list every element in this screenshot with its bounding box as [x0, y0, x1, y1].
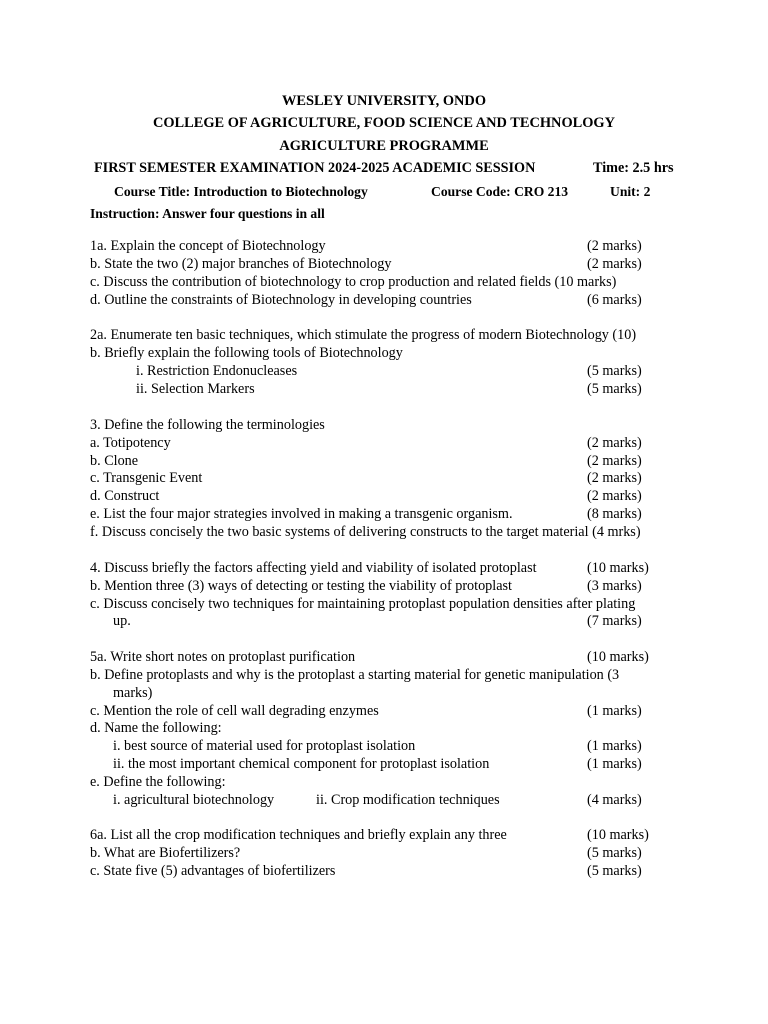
course-code: Course Code: CRO 213	[431, 184, 569, 199]
college-name: COLLEGE OF AGRICULTURE, FOOD SCIENCE AND TECHNOLOGY	[152, 115, 616, 131]
q5a-marks: (10 marks)	[587, 649, 649, 665]
q3a-text: a. Totipotency	[90, 435, 171, 451]
q6c-text: c. State five (5) advantages of biofertilizers	[90, 863, 336, 879]
q1a-marks: (2 marks)	[587, 238, 642, 254]
q6b-text: b. What are Biofertilizers?	[90, 845, 241, 861]
q3d-marks: (2 marks)	[587, 488, 642, 504]
q3c-text: c. Transgenic Event	[90, 470, 203, 486]
q1d-marks: (6 marks)	[587, 292, 642, 308]
q6a-text: 6a. List all the crop modification techniques and briefly explain any three	[90, 827, 507, 843]
q4c-marks: (7 marks)	[587, 613, 642, 629]
q2b-i-text: i. Restriction Endonucleases	[136, 363, 298, 379]
exam-title: FIRST SEMESTER EXAMINATION 2024-2025 ACADEMIC SESSION	[94, 160, 536, 176]
q5d-ii-text: ii. the most important chemical component for protoplast isolation	[113, 756, 490, 772]
q2b-ii-text: ii. Selection Markers	[136, 381, 255, 397]
q5e-ii-text: ii. Crop modification techniques	[316, 792, 500, 808]
q6a-marks: (10 marks)	[587, 827, 649, 843]
q4b-text: b. Mention three (3) ways of detecting or testing the viability of protoplast	[90, 578, 512, 594]
programme-name: AGRICULTURE PROGRAMME	[279, 138, 489, 154]
q5d-ii-marks: (1 marks)	[587, 756, 642, 772]
q4c-continuation: up.	[113, 613, 131, 629]
q4c-text: c. Discuss concisely two techniques for maintaining protoplast population densities after plating	[90, 596, 636, 612]
q6c-marks: (5 marks)	[587, 863, 642, 879]
q1d-text: d. Outline the constraints of Biotechnology in developing countries	[90, 292, 472, 308]
q5d-text: d. Name the following:	[90, 720, 222, 736]
course-title: Course Title: Introduction to Biotechnology	[114, 184, 368, 199]
q4b-marks: (3 marks)	[587, 578, 642, 594]
q5e-marks: (4 marks)	[587, 792, 642, 808]
course-unit: Unit: 2	[610, 184, 651, 199]
q6b-marks: (5 marks)	[587, 845, 642, 861]
q3a-marks: (2 marks)	[587, 435, 642, 451]
q3-intro: 3. Define the following the terminologies	[90, 417, 325, 433]
q3e-text: e. List the four major strategies involved in making a transgenic organism.	[90, 506, 513, 522]
q5d-i-marks: (1 marks)	[587, 738, 642, 754]
q1b-text: b. State the two (2) major branches of Biotechnology	[90, 256, 392, 272]
q3b-text: b. Clone	[90, 453, 139, 469]
q5d-i-text: i. best source of material used for protoplast isolation	[113, 738, 416, 754]
q4a-text: 4. Discuss briefly the factors affecting yield and viability of isolated protoplast	[90, 560, 537, 576]
q3f-text: f. Discuss concisely the two basic systems of delivering constructs to the target material (4 mrks)	[90, 524, 641, 540]
q2b-i-marks: (5 marks)	[587, 363, 642, 379]
q5c-text: c. Mention the role of cell wall degrading enzymes	[90, 703, 379, 719]
q3d-text: d. Construct	[90, 488, 160, 504]
q5c-marks: (1 marks)	[587, 703, 642, 719]
q1b-marks: (2 marks)	[587, 256, 642, 272]
university-name: WESLEY UNIVERSITY, ONDO	[281, 93, 487, 109]
q5e-i-text: i. agricultural biotechnology	[113, 792, 275, 808]
q4a-marks: (10 marks)	[587, 560, 649, 576]
q3e-marks: (8 marks)	[587, 506, 642, 522]
q3b-marks: (2 marks)	[587, 453, 642, 469]
q2a-text: 2a. Enumerate ten basic techniques, which stimulate the progress of modern Biotechnology (10)	[90, 327, 637, 343]
q1c-text: c. Discuss the contribution of biotechnology to crop production and related fields (10 marks)	[90, 274, 617, 290]
q5e-text: e. Define the following:	[90, 774, 226, 790]
instruction: Instruction: Answer four questions in all	[90, 206, 325, 221]
q1a-text: 1a. Explain the concept of Biotechnology	[90, 238, 326, 254]
q5a-text: 5a. Write short notes on protoplast purification	[90, 649, 356, 665]
q2b-ii-marks: (5 marks)	[587, 381, 642, 397]
q5b-continuation: marks)	[113, 685, 153, 701]
q2b-text: b. Briefly explain the following tools of Biotechnology	[90, 345, 403, 361]
q5b-text: b. Define protoplasts and why is the protoplast a starting material for genetic manipulation (3	[90, 667, 620, 683]
exam-time: Time: 2.5 hrs	[593, 160, 674, 176]
q3c-marks: (2 marks)	[587, 470, 642, 486]
